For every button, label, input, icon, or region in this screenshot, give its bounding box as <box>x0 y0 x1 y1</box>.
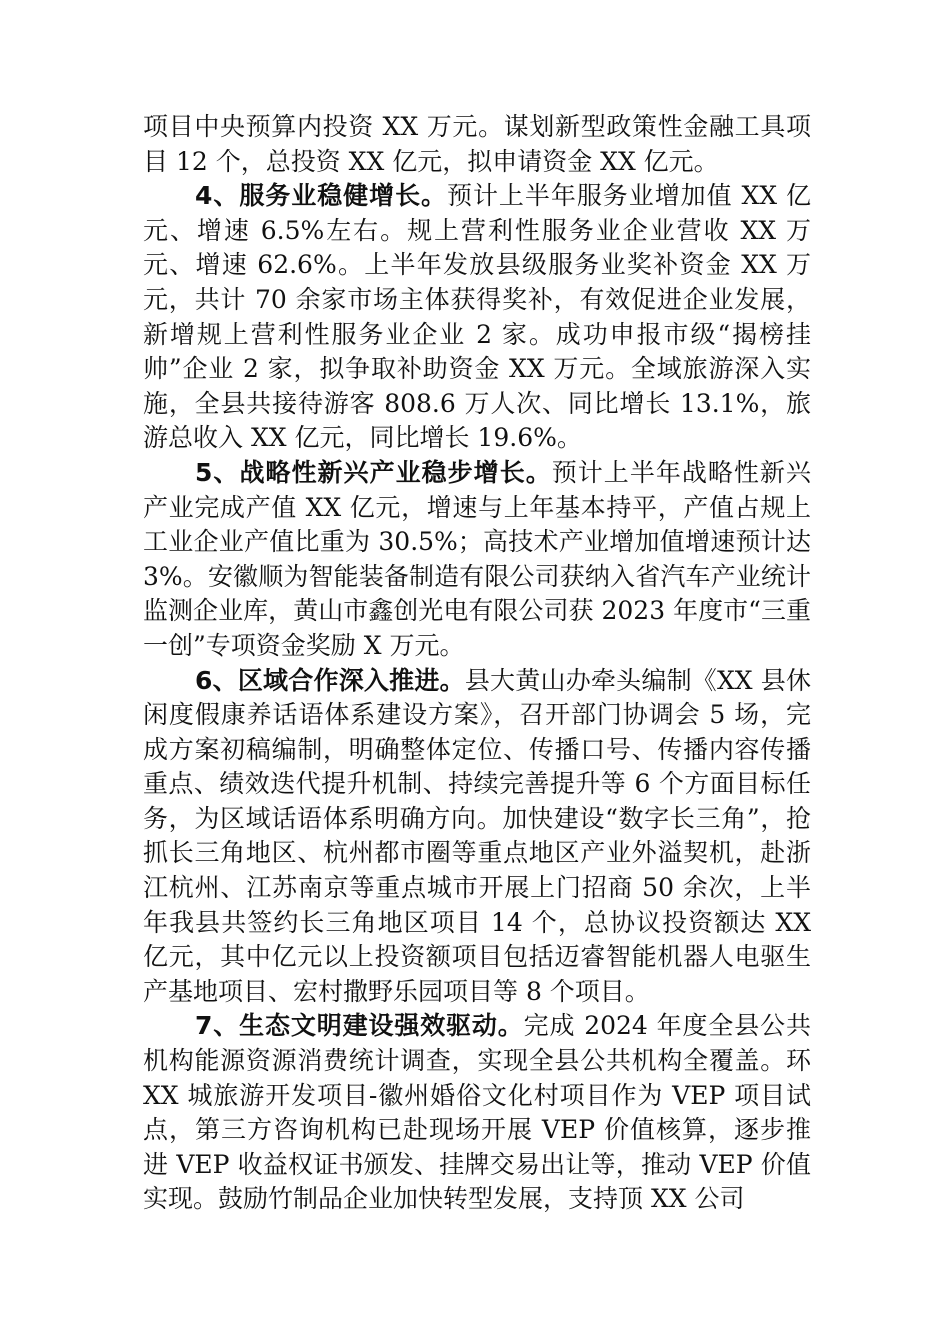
paragraph-text: 县大黄山办牵头编制《XX 县休闲度假康养话语体系建设方案》，召开部门协调会 5 场，完成方案初稿编制，明确整体定位、传播口号、传播内容传播重点、绩效迭代提升机制、持续完善提升等 6 个方面目标任务，为区域话语体系明确方向。加快建设“数字长三角”，抢抓长三角地区、杭州都市圈等重点地区产业外溢契机，赴浙江杭州、江苏南京等重点城市开展上门招商 50 余次，上半年我县共签约长三角地区项目 14 个，总协议投资额达 XX 亿元，其中亿元以上投资额项目包括迈睿智能机器人电驱生产基地项目、宏村撒野乐园项目等 8 个项目。 <box>143 665 811 1006</box>
paragraph-text: 预计上半年战略性新兴产业完成产值 XX 亿元，增速与上年基本持平，产值占规上工业企业产值比重为 30.5%；高技术产业增加值增速预计达 3%。安徽顺为智能装备制造有限公司获纳入省汽车产业统计监测企业库，黄山市鑫创光电有限公司获 2023 年度市“三重一创”专项资金奖励 X 万元。 <box>143 457 811 660</box>
paragraph-text: 预计上半年服务业增加值 XX 亿元、增速 6.5%左右。规上营利性服务业企业营收 XX 万元、增速 62.6%。上半年发放县级服务业奖补资金 XX 万元，共计 70 余家市场主体获得奖补，有效促进企业发展，新增规上营利性服务业企业 2 家。成功申报市级“揭榜挂帅”企业 2 家，拟争取补助资金 XX 万元。全域旅游深入实施，全县共接待游客 808.6 万人次、同比增长 13.1%，旅游总收入 XX 亿元，同比增长 19.6%。 <box>143 181 811 453</box>
paragraph-regional-cooperation <box>143 664 811 1010</box>
paragraph-ecological-civilization <box>143 1009 811 1217</box>
section-heading: 5、战略性新兴产业稳步增长。 <box>195 457 552 487</box>
paragraph-continuation <box>143 110 811 179</box>
section-heading: 7、生态文明建设强效驱动。 <box>195 1011 524 1041</box>
section-heading: 6、区域合作深入推进。 <box>195 665 465 695</box>
paragraph-service-industry <box>143 179 811 456</box>
paragraph-text: 项目中央预算内投资 XX 万元。谋划新型政策性金融工具项目 12 个，总投资 XX 亿元，拟申请资金 XX 亿元。 <box>143 112 811 176</box>
document-body <box>143 110 811 1217</box>
paragraph-emerging-industry <box>143 456 811 664</box>
section-heading: 4、服务业稳健增长。 <box>195 181 448 211</box>
paragraph-text: 完成 2024 年度全县公共机构能源资源消费统计调查，实现全县公共机构全覆盖。环 XX 城旅游开发项目-徽州婚俗文化村项目作为 VEP 项目试点，第三方咨询机构已赴现场开展 VEP 价值核算，逐步推进 VEP 收益权证书颁发、挂牌交易出让等，推动 VEP 价值实现。鼓励竹制品企业加快转型发展，支持顶 XX 公司 <box>143 1011 811 1214</box>
